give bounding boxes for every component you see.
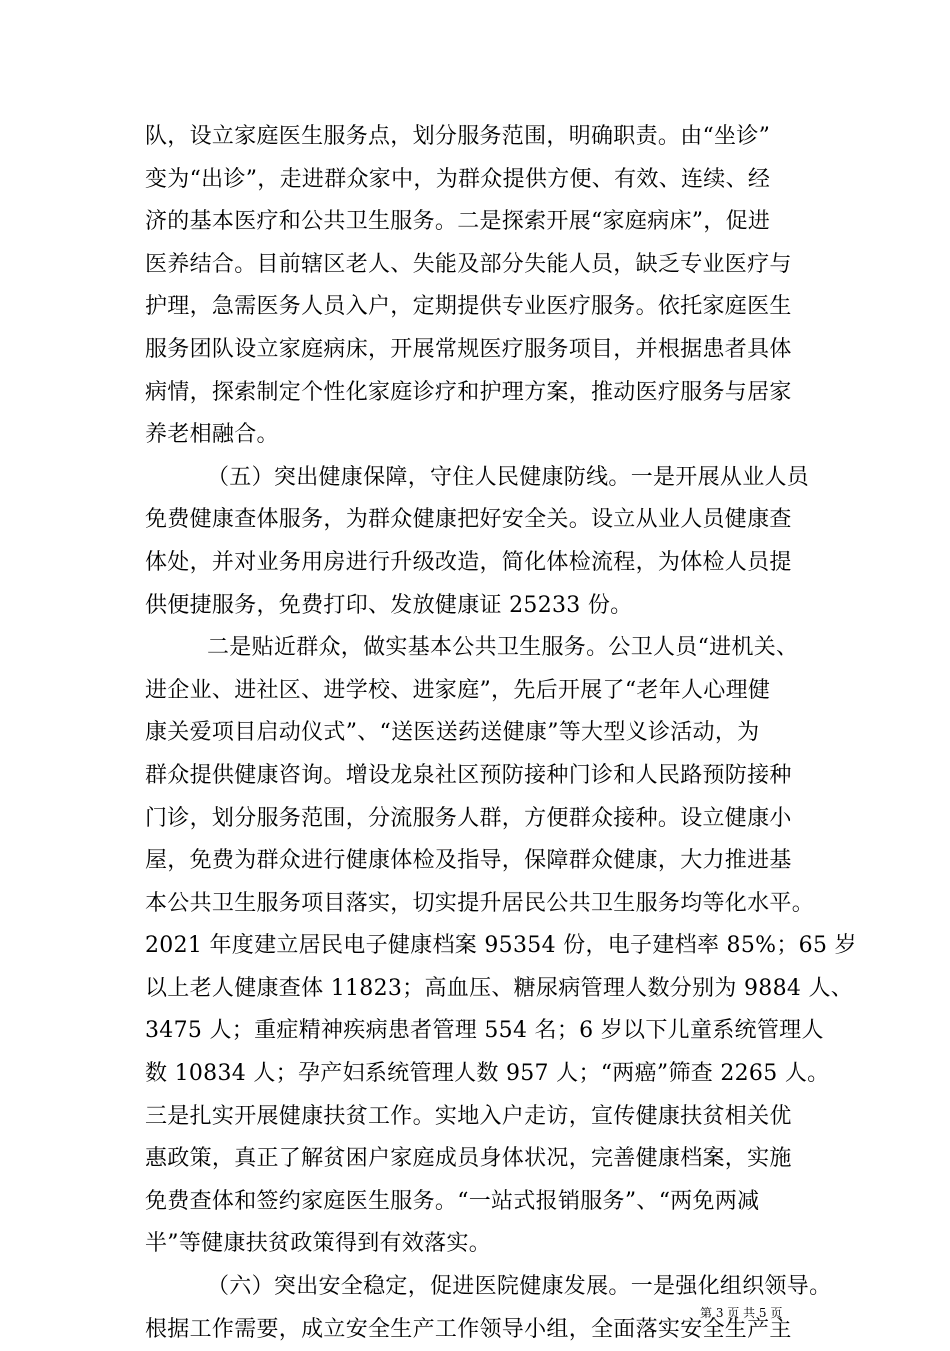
text-line: 以上老人健康查体 11823；高血压、糖尿病管理人数分别为 9884 人、 bbox=[145, 975, 854, 1001]
text-line: 队，设立家庭医生服务点，划分服务范围，明确职责。由“坐诊” bbox=[145, 124, 771, 149]
text-line: 体处，并对业务用房进行升级改造，简化体检流程，为体检人员提 bbox=[145, 549, 792, 575]
text-line: 服务团队设立家庭病床，开展常规医疗服务项目，并根据患者具体 bbox=[145, 336, 792, 362]
text-line: 三是扎实开展健康扶贫工作。实地入户走访，宣传健康扶贫相关优 bbox=[145, 1103, 792, 1129]
page-number-footer: 第 3 页 共 5 页 bbox=[700, 1306, 783, 1320]
text-line: 变为“出诊”，走进群众家中，为群众提供方便、有效、连续、经 bbox=[145, 166, 771, 192]
text-line: 本公共卫生服务项目落实，切实提升居民公共卫生服务均等化水平。 bbox=[145, 890, 815, 916]
text-line: 惠政策，真正了解贫困户家庭成员身体状况，完善健康档案，实施 bbox=[145, 1146, 792, 1172]
paragraph-start-line: 二是贴近群众，做实基本公共卫生服务。公卫人员“进机关、 bbox=[207, 635, 799, 661]
text-line: 供便捷服务，免费打印、发放健康证 25233 份。 bbox=[145, 592, 633, 618]
text-line: 病情，探索制定个性化家庭诊疗和护理方案，推动医疗服务与居家 bbox=[145, 379, 792, 405]
text-line: 济的基本医疗和公共卫生服务。二是探索开展“家庭病床”，促进 bbox=[145, 209, 771, 235]
text-line: 根据工作需要，成立安全生产工作领导小组，全面落实安全生产主 bbox=[145, 1316, 792, 1342]
body-text bbox=[145, 116, 857, 1351]
text-line: 3475 人；重症精神疾病患者管理 554 名；6 岁以下儿童系统管理人 bbox=[145, 1018, 824, 1044]
text-line: 护理，急需医务人员入户，定期提供专业医疗服务。依托家庭医生 bbox=[145, 294, 792, 320]
text-line: 进企业、进社区、进学校、进家庭”，先后开展了“老年人心理健 bbox=[145, 677, 771, 703]
paragraph-start-line: （六）突出安全稳定，促进医院健康发展。一是强化组织领导。 bbox=[207, 1274, 832, 1300]
text-line: 养老相融合。 bbox=[145, 422, 279, 448]
text-line: 康关爱项目启动仪式”、“送医送药送健康”等大型义诊活动，为 bbox=[145, 720, 760, 746]
text-line: 医养结合。目前辖区老人、失能及部分失能人员，缺乏专业医疗与 bbox=[145, 251, 792, 277]
text-line: 免费健康查体服务，为群众健康把好安全关。设立从业人员健康查 bbox=[145, 507, 792, 533]
text-line: 半”等健康扶贫政策得到有效落实。 bbox=[145, 1231, 492, 1257]
paragraph-start-line: （五）突出健康保障，守住人民健康防线。一是开展从业人员 bbox=[207, 464, 810, 490]
text-line: 屋，免费为群众进行健康体检及指导，保障群众健康，大力推进基 bbox=[145, 848, 792, 874]
text-line: 门诊，划分服务范围，分流服务人群，方便群众接种。设立健康小 bbox=[145, 805, 792, 831]
text-line: 群众提供健康咨询。增设龙泉社区预防接种门诊和人民路预防接种 bbox=[145, 762, 792, 788]
text-line: 2021 年度建立居民电子健康档案 95354 份，电子建档率 85%；65 岁 bbox=[145, 933, 857, 959]
text-line: 免费查体和签约家庭医生服务。“一站式报销服务”、“两免两减 bbox=[145, 1188, 760, 1214]
text-line: 数 10834 人；孕产妇系统管理人数 957 人；“两癌”筛查 2265 人。 bbox=[145, 1061, 830, 1087]
